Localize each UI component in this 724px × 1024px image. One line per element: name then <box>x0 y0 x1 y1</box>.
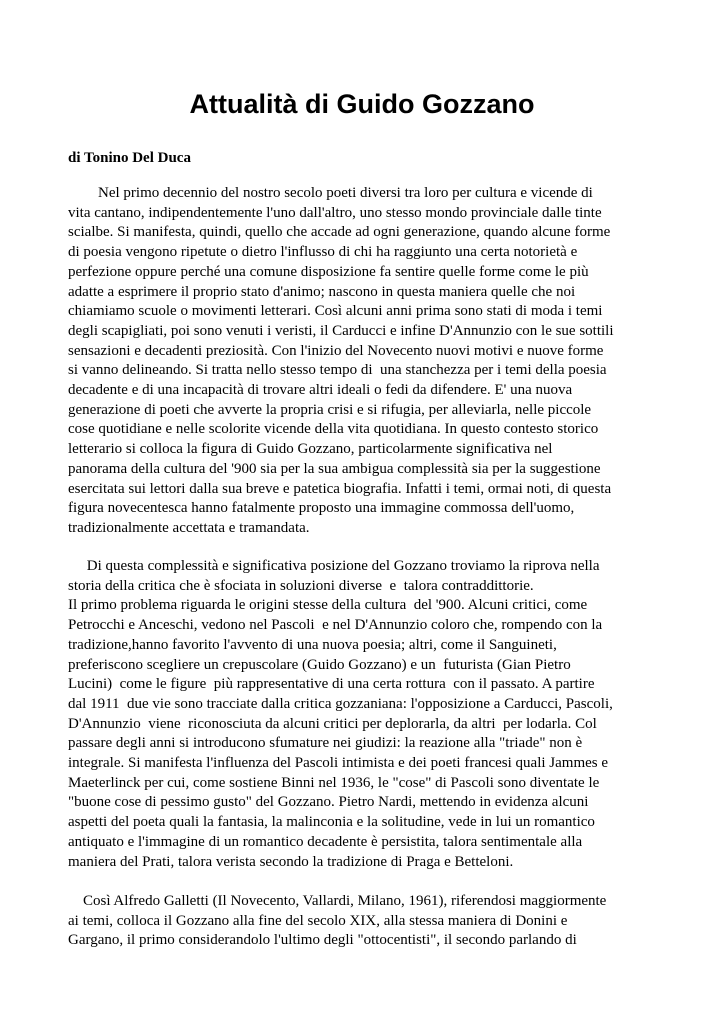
paragraph-line: Il primo problema riguarda le origini stesse della cultura del '900. Alcuni critici, come <box>68 597 588 614</box>
paragraph-line: degli scapigliati, poi sono venuti i veristi, il Carducci e infine D'Annunzio con le sue sottili <box>68 322 614 339</box>
author-byline: di Tonino Del Duca <box>68 150 191 166</box>
paragraph-line: passare degli anni si introducono sfumature nei giudizi: la reazione alla "triade" non è <box>68 735 583 752</box>
paragraph-line: perfezione oppure perché una comune disposizione fa sentire quelle forme come le più <box>68 263 589 280</box>
paragraph-line: generazione di poeti che avverte la propria crisi e si rifugia, per alleviarla, nelle piccole <box>68 401 592 418</box>
paragraph-line: letterario si colloca la figura di Guido Gozzano, particolarmente significativa nel <box>68 441 553 458</box>
paragraph-line: storia della critica che è sfociata in soluzioni diverse e talora contraddittorie. <box>68 577 534 594</box>
paragraph-line: figura novecentesca hanno fatalmente proposto una immagine commossa dell'uomo, <box>68 500 575 517</box>
paragraph-line: Gargano, il primo considerandolo l'ultimo degli "ottocentisti", il secondo parlando di <box>68 932 577 949</box>
paragraph-line: "buone cose di pessimo gusto" del Gozzano. Pietro Nardi, mettendo in evidenza alcuni <box>68 794 589 811</box>
paragraph-line: Lucini) come le figure più rappresentative di una certa rottura con il passato. A partire <box>68 676 595 693</box>
paragraph-line: Nel primo decennio del nostro secolo poeti diversi tra loro per cultura e vicende di <box>68 185 593 201</box>
paragraph-line: Così Alfredo Galletti (Il Novecento, Vallardi, Milano, 1961), riferendosi maggiormente <box>68 893 607 909</box>
paragraph-line: Di questa complessità e significativa posizione del Gozzano troviamo la riprova nella <box>68 558 600 574</box>
paragraph-3 <box>68 892 658 951</box>
paragraph-line: sensazioni e decadenti preziosità. Con l'inizio del Novecento nuovi motivi e nuove forme <box>68 342 604 359</box>
paragraph-line: vita cantano, indipendentemente l'uno dall'altro, uno stesso mondo provinciale dalle tinte <box>68 204 602 221</box>
paragraph-line: Petrocchi e Anceschi, vedono nel Pascoli e nel D'Annunzio coloro che, rompendo con la <box>68 617 603 634</box>
paragraph-line: preferiscono scegliere un crepuscolare (Guido Gozzano) e un futurista (Gian Pietro <box>68 656 571 673</box>
paragraph-line: tradizione,hanno favorito l'avvento di una nuova poesia; altri, come il Sanguineti, <box>68 636 557 653</box>
paragraph-line: maniera del Prati, talora verista secondo la tradizione di Praga e Betteloni. <box>68 853 514 870</box>
paragraph-line: panorama della cultura del '900 sia per la sua ambigua complessità sia per la suggestione <box>68 460 601 477</box>
paragraph-line: adatte a esprimere il proprio stato d'animo; nascono in questa maniera quelle che noi <box>68 283 576 300</box>
paragraph-line: esercitata sui lettori dalla sua breve e patetica biografia. Infatti i temi, ormai noti, di questa <box>68 480 612 497</box>
paragraph-line: si vanno delineando. Si tratta nello stesso tempo di una stanchezza per i temi della poesia <box>68 362 607 379</box>
paragraph-line: antiquato e l'immagine di un romantico decadente è persistita, talora sentimentale alla <box>68 833 583 850</box>
paragraph-line: dal 1911 due vie sono tracciate dalla critica gozzaniana: l'opposizione a Carducci, Pascoli, <box>68 695 613 712</box>
page-title: Attualità di Guido Gozzano <box>189 89 535 119</box>
paragraph-line: ai temi, colloca il Gozzano alla fine del secolo XIX, alla stessa maniera di Donini e <box>68 912 568 929</box>
paragraph-line: decadente e di una incapacità di trovare altri ideali o fedi da difendere. E' una nuova <box>68 382 573 399</box>
paragraph-line: di poesia vengono ripetute o dietro l'influsso di chi ha raggiunto una certa notorietà e <box>68 244 578 261</box>
paragraph-line: chiamiamo scuole o movimenti letterari. Così alcuni anni prima sono stati di moda i temi <box>68 303 603 320</box>
paragraph-2 <box>68 557 658 872</box>
paragraph-line: cose quotidiane e nelle scolorite vicende della vita quotidiana. In questo contesto storico <box>68 421 599 438</box>
paragraph-line: tradizionalmente accettata e tramandata. <box>68 519 310 536</box>
paragraph-line: Maeterlinck per cui, come sostiene Binni nel 1936, le "cose" di Pascoli sono diventate le <box>68 774 600 791</box>
paragraph-1 <box>68 184 658 539</box>
paragraph-line: scialbe. Si manifesta, quindi, quello che accade ad ogni generazione, quando alcune forme <box>68 224 611 241</box>
paragraph-line: aspetti del poeta quali la fantasia, la malinconia e la solitudine, vede in lui un romantico <box>68 814 595 831</box>
paragraph-line: D'Annunzio viene riconosciuta da alcuni critici per deplorarla, da altri per lodarla. Col <box>68 715 597 732</box>
paragraph-line: integrale. Si manifesta l'influenza del Pascoli intimista e dei poeti francesi quali Jammes e <box>68 755 609 772</box>
